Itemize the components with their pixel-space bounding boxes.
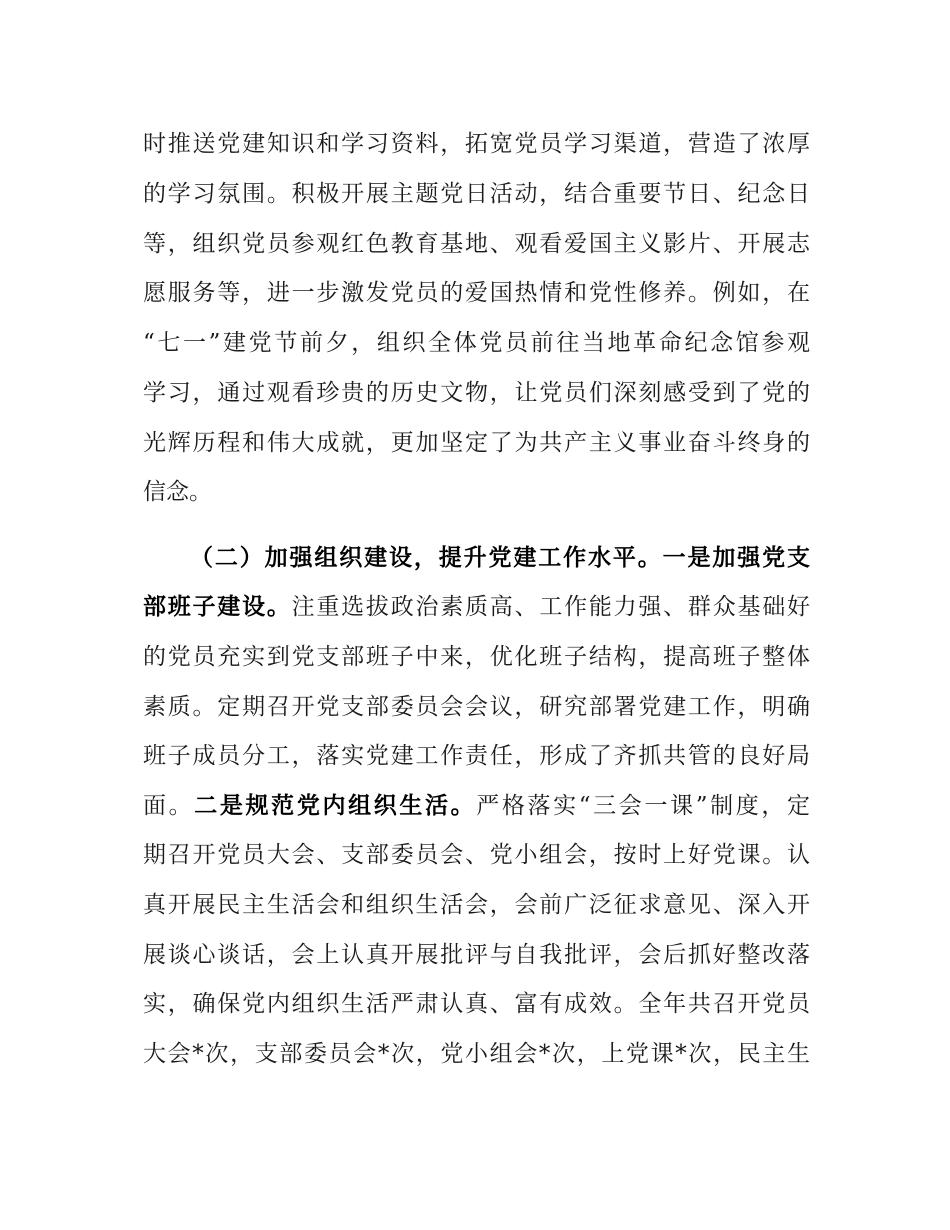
- text-line: 光辉历程和伟大成就，更加坚定了为共产主义事业奋斗终身的: [143, 430, 810, 456]
- section-heading: （二）加强组织建设，提升党建工作水平。一是加强党支: [190, 545, 810, 571]
- text-line: 的党员充实到党支部班子中来，优化班子结构，提高班子整体: [143, 644, 810, 670]
- bold-phrase: 二是规范党内组织生活。: [194, 793, 477, 819]
- text-span: 注重选拔政治素质高、工作能力强、群众基础好: [291, 594, 811, 620]
- text-line: 大会*次，支部委员会*次，党小组会*次，上党课*次，民主生: [143, 1041, 810, 1067]
- text-line: [143, 791, 810, 821]
- text-line: 信念。: [143, 479, 212, 505]
- text-line: 学习，通过观看珍贵的历史文物，让党员们深刻感受到了党的: [143, 380, 810, 406]
- text-span: 面。: [143, 793, 195, 819]
- bold-phrase: 部班子建设。: [143, 594, 292, 620]
- text-line: 等，组织党员参观红色教育基地、观看爱国主义影片、开展志: [143, 231, 810, 257]
- text-line: 的学习氛围。积极开展主题党日活动，结合重要节日、纪念日: [143, 181, 810, 207]
- text-line: “七一”建党节前夕，组织全体党员前往当地革命纪念馆参观: [143, 330, 810, 356]
- section-heading-line: [190, 543, 810, 573]
- text-line: 实，确保党内组织生活严肃认真、富有成效。全年共召开党员: [143, 991, 810, 1017]
- text-line: 期召开党员大会、支部委员会、党小组会，按时上好党课。认: [143, 842, 810, 868]
- text-span: 严格落实“三会一课”制度，定: [476, 793, 811, 819]
- text-line: 真开展民主生活会和组织生活会，会前广泛征求意见、深入开: [143, 892, 810, 918]
- text-line: [143, 592, 810, 622]
- text-line: 时推送党建知识和学习资料，拓宽党员学习渠道，营造了浓厚: [143, 131, 810, 157]
- text-line: 班子成员分工，落实党建工作责任，形成了齐抓共管的良好局: [143, 743, 810, 769]
- text-line: 素质。定期召开党支部委员会会议，研究部署党建工作，明确: [143, 694, 810, 720]
- text-line: 愿服务等，进一步激发党员的爱国热情和党性修养。例如，在: [143, 280, 810, 306]
- text-line: 展谈心谈话，会上认真开展批评与自我批评，会后抓好整改落: [143, 942, 810, 968]
